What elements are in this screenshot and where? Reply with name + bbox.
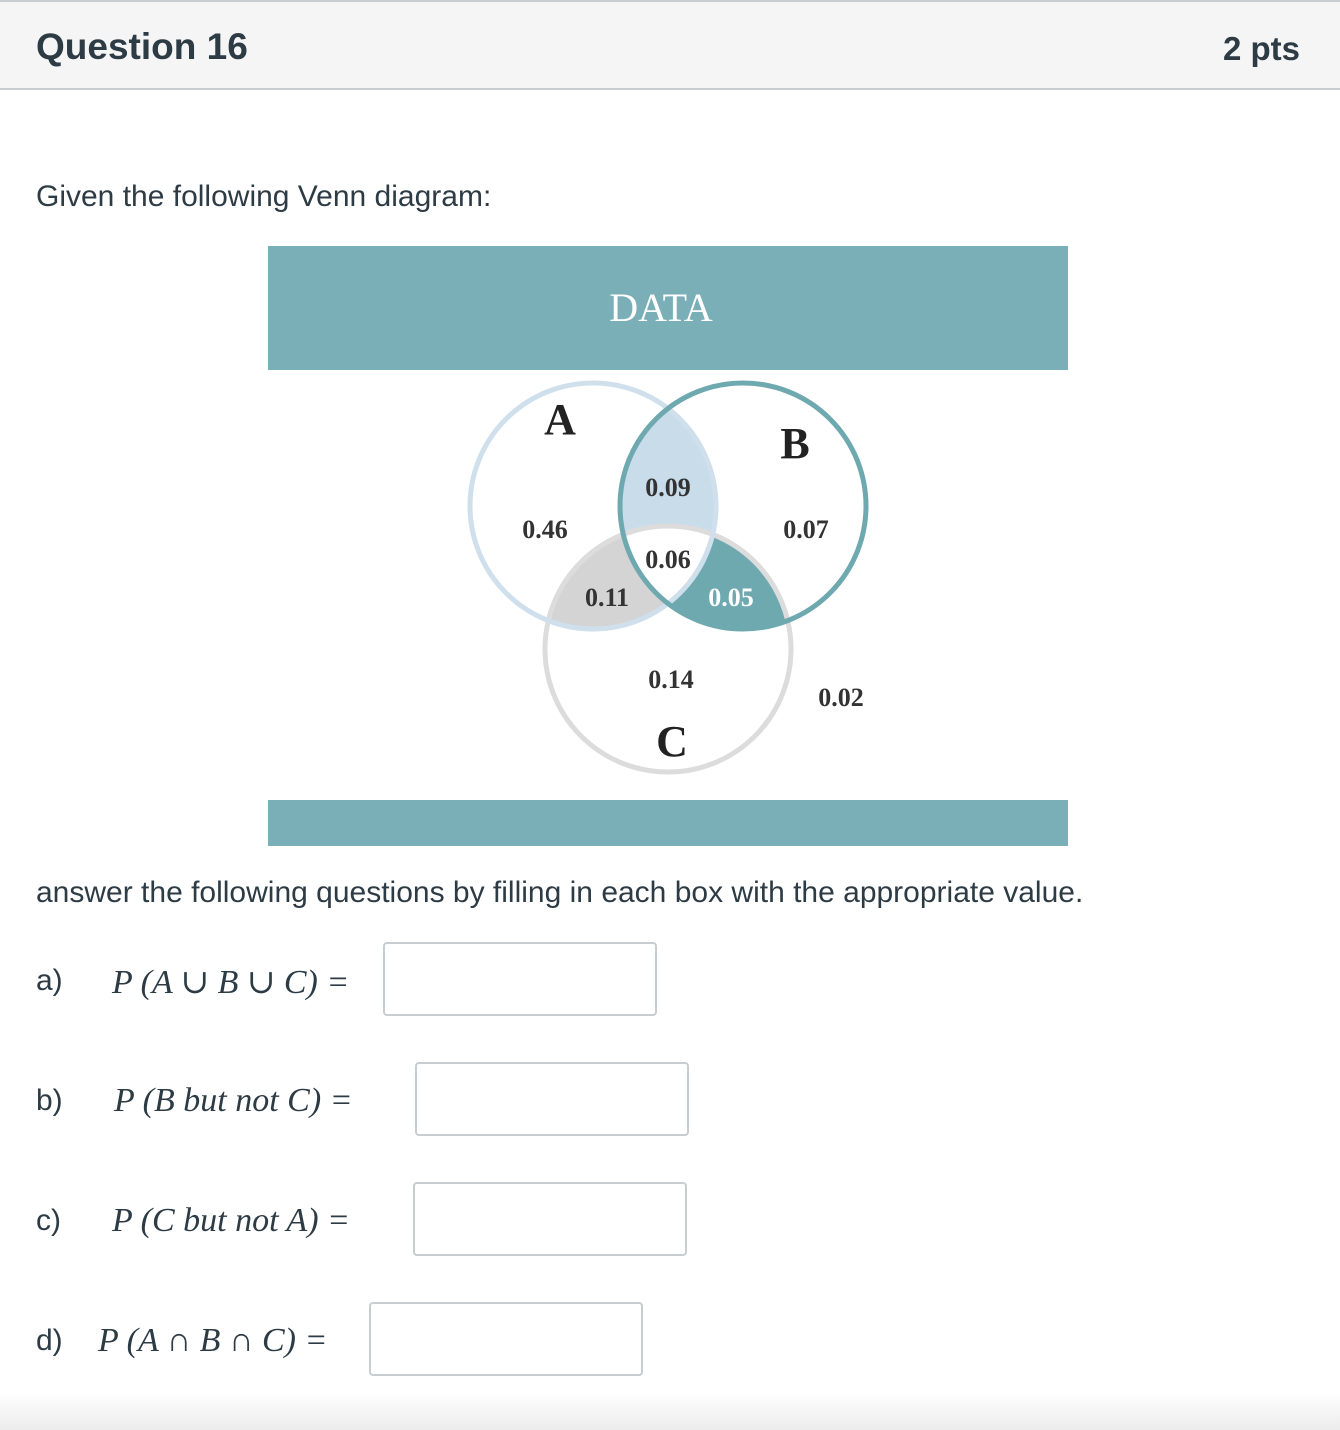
set-label-c: C (656, 717, 688, 766)
value-outside: 0.02 (818, 683, 864, 712)
set-label-a: A (544, 395, 576, 444)
banner-title: DATA (609, 285, 713, 330)
question-instructions: answer the following questions by filling in each box with the appropriate value. (36, 876, 1084, 909)
bottom-shade (0, 1392, 1340, 1430)
answer-input-d[interactable] (369, 1302, 643, 1376)
part-a-p: P (112, 964, 133, 1001)
question-intro: Given the following Venn diagram: (36, 180, 492, 213)
part-c-body: (C but not A) = (140, 1202, 350, 1239)
part-c-letter: c) (36, 1204, 61, 1237)
answer-input-b[interactable] (415, 1062, 689, 1136)
question-title: Question 16 (36, 26, 248, 67)
part-a-letter: a) (36, 964, 63, 997)
value-ac-only: 0.11 (584, 583, 630, 612)
part-b-body: (B but not C) = (142, 1082, 353, 1119)
part-d-p: P (98, 1322, 119, 1359)
part-b-p: P (114, 1082, 135, 1119)
part-d-body: (A ∩ B ∩ C) = (126, 1322, 328, 1359)
part-b-expression (114, 1082, 353, 1120)
answer-input-a[interactable] (383, 942, 657, 1016)
question-header (0, 0, 1340, 90)
part-a-expression (112, 962, 349, 1002)
value-c-only: 0.14 (648, 665, 694, 694)
part-c-expression (112, 1202, 350, 1240)
question-points: 2 pts (1222, 30, 1300, 67)
part-d-letter: d) (36, 1324, 63, 1357)
set-label-b: B (780, 419, 810, 468)
value-abc: 0.06 (645, 545, 691, 574)
value-ab-only: 0.09 (645, 473, 691, 502)
answer-input-c[interactable] (413, 1182, 687, 1256)
value-a-only: 0.46 (522, 515, 568, 544)
part-d-expression (98, 1322, 327, 1360)
part-b-letter: b) (36, 1084, 63, 1117)
venn-diagram-image (268, 246, 1068, 846)
banner-bottom (268, 800, 1068, 846)
value-bc-only: 0.05 (708, 583, 754, 612)
part-a-body: (A ∪ B ∪ C) = (140, 964, 350, 1001)
value-b-only: 0.07 (783, 515, 829, 544)
part-c-p: P (112, 1202, 133, 1239)
venn-diagram (268, 246, 1068, 846)
